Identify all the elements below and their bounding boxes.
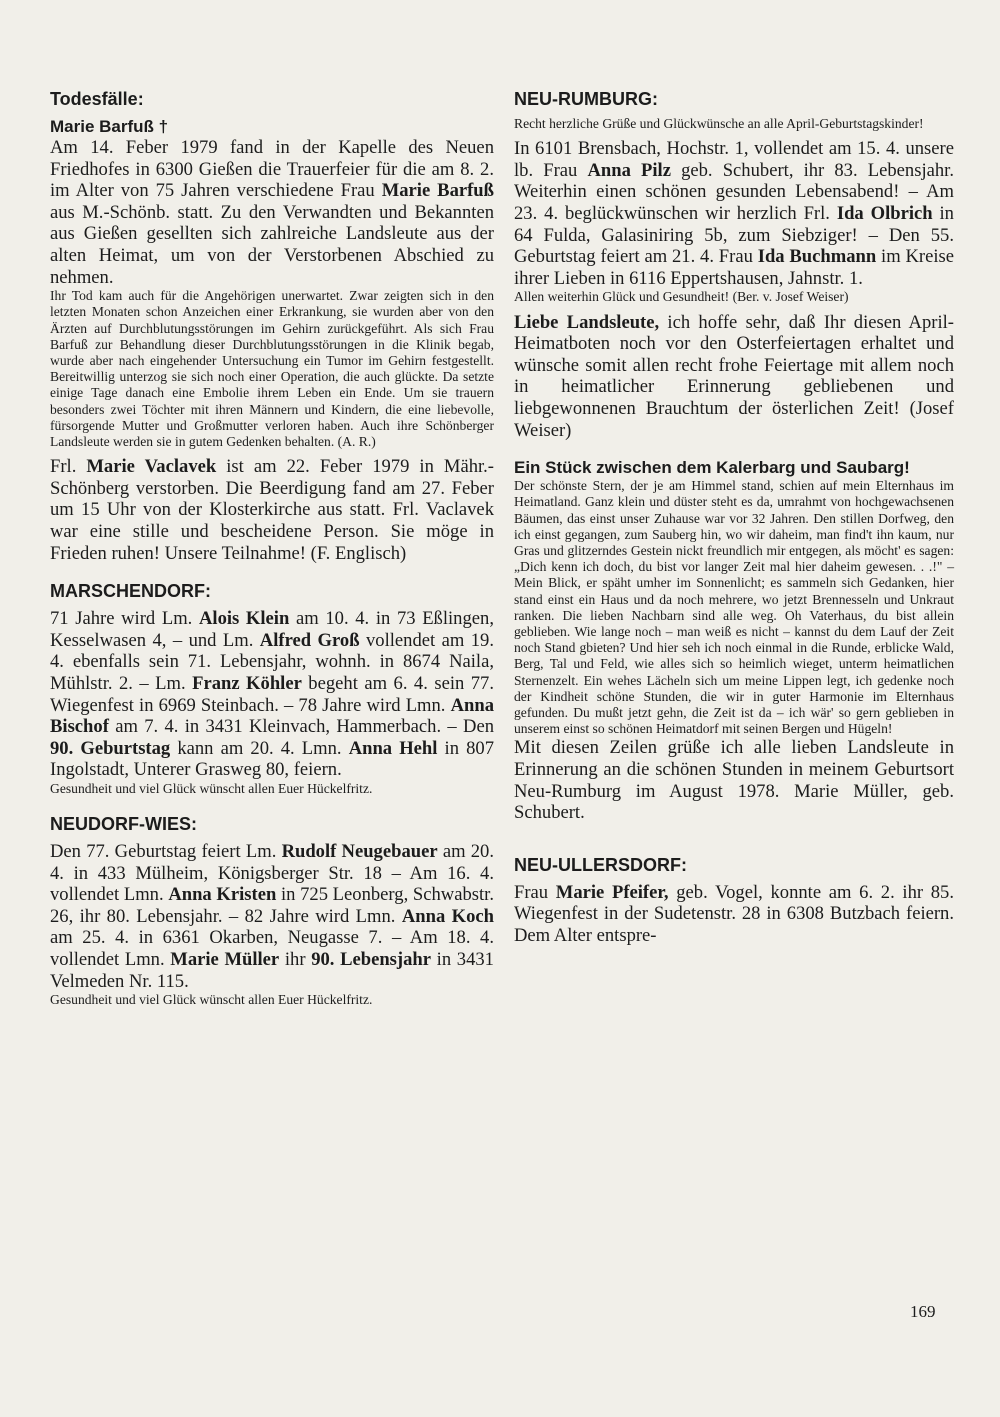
section-neu-rumburg [514, 88, 954, 441]
text-run: ihr [279, 949, 312, 971]
bold-name-run: Rudolf Neugebauer [281, 841, 438, 863]
right-column [514, 88, 954, 947]
text-run: geb. Vogel, konnte am 6. 2. ihr 85. Wiegenfest in der Sudetenstr. 28 in 6308 Butzbach feiern. Dem Alter entspre- [514, 881, 954, 946]
birthday-paragraph [514, 882, 954, 947]
greeting-line: Allen weiterhin Glück und Gesundheit! (Ber. v. Josef Weiser) [514, 289, 849, 305]
section-heading: NEUDORF-WIES: [50, 814, 197, 835]
text-run: am 7. 4. in 3431 Kleinvach, Hammerbach. – Den [108, 716, 494, 738]
article-title: Ein Stück zwischen dem Kalerbarg und Saubarg! [514, 458, 910, 478]
obituary-title: Marie Barfuß † [50, 117, 169, 136]
obituary-paragraph [50, 137, 494, 288]
section-heading: NEU-RUMBURG: [514, 89, 658, 109]
text-run: begeht am 6. 4. sein 77. Wiegenfest in 6969 Steinbach. – 78 Jahre wird Lmn. [50, 672, 494, 716]
bold-name-run: Ida Olbrich [836, 202, 933, 224]
page-number: 169 [910, 1302, 936, 1321]
text-run: In 6101 Brensbach, Hochstr. 1, vollendet am 15. 4. unsere lb. Frau [514, 138, 954, 181]
text-run: in 807 Ingolstadt, Unterer Grasweg 80, feiern. [50, 737, 495, 781]
birthday-paragraph [50, 608, 494, 781]
text-run: vollendet am 19. 4. ebenfalls sein 71. Lebensjahr, wohnh. in 8674 Naila, Mühlstr. 2. – Lm. [50, 629, 494, 694]
section-neudorf-wies [50, 813, 494, 1008]
article-closing: Mit diesen Zeilen grüße ich alle lieben Landsleute in Erinnerung an die schönen Stunden in meinem Geburtsort Neu-Rumburg im August 1978. Marie Müller, geb. Schubert. [514, 737, 954, 824]
birthday-paragraph [514, 138, 954, 289]
text-run: im Kreise ihrer Lieben in 6116 Eppertshausen, Jahnstr. 1. [514, 246, 954, 289]
text-run: Am 14. Feber 1979 fand in der Kapelle des Neuen Friedhofes in 6300 Gießen die Trauerfeier für die am 8. 2. im Alter von 75 Jahren verschiedene Frau [50, 137, 494, 202]
section-neu-ullersdorf [514, 854, 954, 947]
section-ein-stueck [514, 457, 954, 824]
bold-name-run: Alois Klein [198, 608, 290, 630]
text-run: 71 Jahre wird Lm. [50, 608, 199, 630]
text-run: ist am 22. Feber 1979 in Mähr.-Schönberg verstorben. Die Beerdigung fand am 27. Feber um 15 Uhr von der Klosterkirche aus statt. Frl. Vaclavek war eine stille und bescheidene Person. Sie möge in Frieden ruhen! Unsere Teilnahme! (F. Englisch) [50, 456, 494, 564]
bold-name-run: Marie Müller [170, 949, 280, 971]
bold-name-run: Ida Buchmann [757, 246, 877, 268]
bold-name-run: Anna Hehl [348, 737, 438, 759]
text-run: Frl. [50, 456, 87, 478]
obituary-details: Ihr Tod kam auch für die Angehörigen unerwartet. Zwar zeigten sich in den letzten Monaten schon Anzeichen einer Erkrankung, sie wurden aber von den Ärzten auf Durchblutungsstörungen im Gehirn zurückgeführt. Als sich Frau Barfuß zur Behandlung dieser Durchblutungsstörungen in die Klinik begab, wurde aber nach eingehender Untersuchung ein Tumor im Gehirn festgestellt. Bereitwillig unterzog sie sich noch einer Operation, die auch glückte. Da setzte einige Tage danach eine Embolie ihrem Leben ein Ende. Um sie trauern besonders zwei Töchter mit ihren Männern und Kindern, die eine liebevolle, fürsorgende Mutter und Großmutter verloren haben. Auch ihre Schönberger Landsleute werden sie in gutem Gedenken behalten. (A. R.) [50, 288, 494, 449]
text-run: in 725 Leonberg, Schwabstr. 26, ihr 80. Lebensjahr. – 82 Jahre wird Lmn. [50, 884, 494, 927]
bold-name-run: Franz Köhler [192, 672, 302, 694]
text-run: am 20. 4. in 433 Mülheim, Königsberger Str. 18 – Am 16. 4. vollendet Lmn. [50, 841, 494, 906]
bold-name-run: Alfred Groß [259, 629, 360, 651]
obituary-paragraph [50, 456, 494, 564]
bold-name-run: 90. Geburtstag [50, 737, 171, 759]
section-heading: MARSCHENDORF: [50, 581, 211, 602]
text-run: aus M.-Schönb. statt. Zu den Verwandten und Bekannten aus Gießen gesellten sich zahlreiche Landsleute aus der alten Heimat, um von der Verstorbenen Abschied zu nehmen. [50, 201, 494, 288]
text-run: geb. Schubert, ihr 83. Lebensjahr. Weiterhin einen schönen gesunden Lebensabend! – Am 23. 4. beglückwünschen wir herzlich Frl. [514, 159, 954, 224]
bold-name-run: Marie Barfuß [381, 180, 494, 202]
left-column [50, 88, 494, 1008]
section-marschendorf [50, 580, 494, 797]
bold-name-run: Anna Koch [401, 905, 494, 927]
text-run: kann am 20. 4. Lmn. [170, 737, 349, 759]
section-heading: Todesfälle: [50, 89, 144, 109]
greeting-line: Gesundheit und viel Glück wünscht allen Euer Hückelfritz. [50, 992, 373, 1008]
article-body: Der schönste Stern, der je am Himmel stand, schien auf mein Elternhaus im Heimatland. Ganz klein und düster steht es da, umrahmt von hochgewachsenen Bäumen, das einst unser Zuhause war vor 32 Jahren. Den stillen Dorfweg, den ich einst gegangen, zum Sauberg hin, wo wir daheim, man find't ihn kaum, nur Gras und glitzerndes Gestein nickt freundlich mir entgegen, als möcht' es sagen: „Dich kenn ich doch, du bist vor langer Zeit mal hier daheim gewesen. . .!" – Mein Blick, er späht umher im Sonnenlicht; es sammeln sich Gedanken, hier stand einst ein Haus und da noch mehrere, wo jetzt Brennesseln und Unkraut ranken. Die lieben Nachbarn sind alle weg. Oh Vaterhaus, du bist allein geblieben. Wie lange noch – man weiß es nicht – kannst du dem Lauf der Zeit noch Stand gbieten? Und hier seh ich noch einmal in die Runde, erblicke Wald, Berg, Tal und Feld, wie alles sich so heimlich wieget, unterm heimatlichen Sternenzelt. Ein wehes Lächeln sich um meine Lippen legt, ich gedenke noch der Kindheit schöne Stunden, die wir in guter Harmonie im Elternhaus gefunden. Du mußt jetzt gehn, die Zeit ist da – ich wär' so gern geblieben in unserem einst so schönen Heimatdorf mit seinen Bergen und Hügeln! [514, 478, 954, 737]
section-heading: NEU-ULLERSDORF: [514, 854, 687, 875]
text-run: am 10. 4. in 73 Eßlingen, Kesselwasen 4, – und Lm. [50, 608, 494, 651]
text-run: Den 77. Geburtstag feiert Lm. [50, 841, 282, 863]
greeting-line: Recht herzliche Grüße und Glückwünsche an alle April-Geburtstagskinder! [514, 116, 924, 131]
text-run: am 25. 4. in 6361 Okarben, Neugasse 7. – Am 18. 4. vollendet Lmn. [50, 927, 494, 971]
greeting-line: Gesundheit und viel Glück wünscht allen Euer Hückelfritz. [50, 780, 373, 796]
text-run: in 64 Fulda, Galasiniring 5b, zum Siebziger! – Den 55. Geburtstag feiert am 21. 4. Frau [514, 202, 954, 268]
bold-name-run: Liebe Landsleute, [514, 311, 660, 333]
bold-name-run: 90. Lebensjahr [311, 949, 431, 971]
bold-name-run: Marie Pfeifer, [555, 881, 669, 903]
text-run: Frau [514, 881, 556, 903]
bold-name-run: Anna Bischof [50, 694, 494, 738]
text-run: ich hoffe sehr, daß Ihr diesen April-Heimatboten noch vor den Osterfeiertagen erhaltet und wünsche somit allen recht frohe Feiertage mit allem noch in heimatlicher Erinnerung gebliebenen und liebgewonnenen Brauchtum der österlichen Zeit! (Josef Weiser) [514, 311, 954, 441]
easter-greeting-paragraph [514, 312, 954, 442]
bold-name-run: Anna Kristen [168, 884, 277, 906]
text-run: in 3431 Velmeden Nr. 115. [50, 949, 494, 992]
bold-name-run: Anna Pilz [587, 159, 671, 181]
section-todesfaelle [50, 88, 494, 564]
bold-name-run: Marie Vaclavek [86, 456, 217, 478]
birthday-paragraph [50, 841, 494, 992]
